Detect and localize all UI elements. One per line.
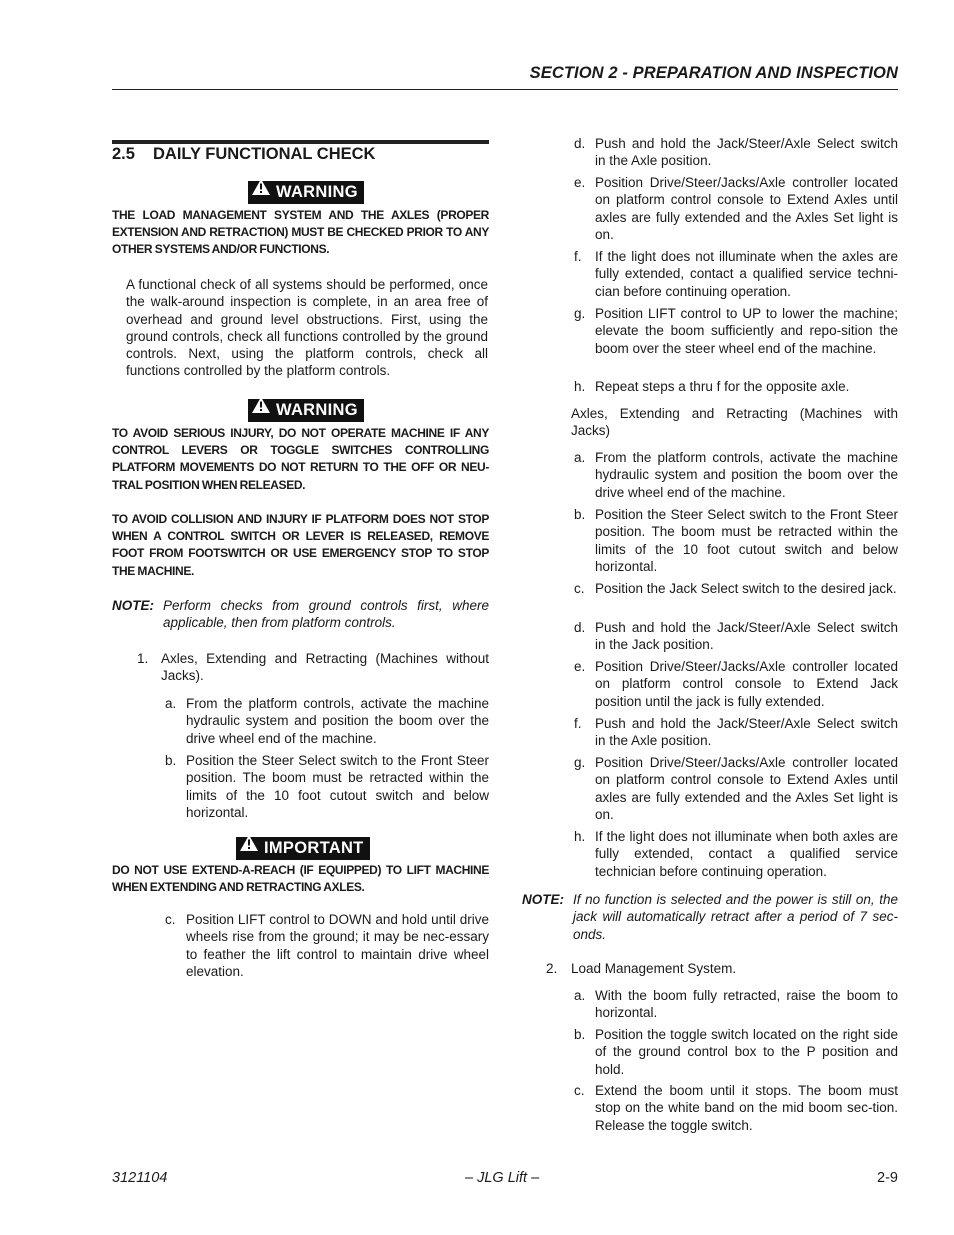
step-number: 2. — [546, 961, 558, 976]
step-1b — [165, 752, 489, 822]
warning-badge — [248, 399, 364, 422]
warning-triangle-icon — [252, 397, 270, 420]
header-divider — [112, 89, 898, 90]
warning-badge-label: WARNING — [276, 401, 358, 419]
sub-step-text: Position LIFT control to UP to lower the machine; elevate the boom sufficiently and repo-sition the boom over the steer wheel end of the machine. — [595, 306, 898, 356]
warning-text-axles: THE LOAD MANAGEMENT SYSTEM AND THE AXLES (PROPER EXTENSION AND RETRACTION) MUST BE CHECKED PRIOR TO ANY OTHER SYSTEMS AND/OR FUNCTIONS. — [112, 208, 489, 257]
sub-step-label: f. — [574, 249, 582, 264]
section-heading — [112, 145, 375, 164]
sub-step-label: c. — [574, 581, 585, 596]
sub-step-text: Position the toggle switch located on the right side of the ground control box to the P position and hold. — [595, 1027, 898, 1077]
footer-brand: – JLG Lift – — [465, 1170, 540, 1186]
intro-paragraph: A functional check of all systems should be performed, once the walk-around inspection is complete, in an area free of overhead and ground level obstructions. First, using the ground controls, check all functions controlled by the ground controls. Next, using the platform controls, check all functions controlled by the platform controls. — [126, 277, 488, 379]
sub-step-text: Position Drive/Steer/Jacks/Axle controller located on platform control console to Extend Jack position until the jack is fully extended. — [595, 659, 898, 709]
section-divider — [112, 140, 489, 144]
important-badge-label: IMPORTANT — [264, 839, 364, 857]
sub-step-text: Position the Jack Select switch to the desired jack. — [595, 581, 897, 596]
sub-step-label: h. — [574, 829, 586, 844]
step-1c — [165, 911, 489, 981]
note-text: Perform checks from ground controls first, where applicable, then from platform controls. — [163, 598, 489, 631]
sub-step-label: b. — [574, 507, 586, 522]
sub-step-label: d. — [574, 136, 586, 151]
sub-step-text: With the boom fully retracted, raise the boom to horizontal. — [595, 988, 898, 1021]
warning-triangle-icon — [252, 179, 270, 202]
sub-step-text: Position the Steer Select switch to the Front Steer position. The boom must be retracted within the limits of the 10 foot cutout switch and below horizontal. — [595, 507, 898, 574]
sub-step-label: d. — [574, 620, 586, 635]
step-text: Axles, Extending and Retracting (Machines without Jacks). — [161, 651, 489, 684]
sub-step-text: If the light does not illuminate when the axles are fully extended, contact a qualified service techni-cian before continuing operation. — [595, 249, 898, 299]
sub-step-label: h. — [574, 379, 586, 394]
sub-step-label: a. — [574, 450, 586, 465]
sub-step-label: e. — [574, 659, 586, 674]
sub-step-text: From the platform controls, activate the machine hydraulic system and position the boom over the drive wheel end of the machine. — [186, 696, 489, 746]
sub-step-text: From the platform controls, activate the machine hydraulic system and position the boom over the drive wheel end of the machine. — [595, 450, 898, 500]
step-number: 1. — [137, 651, 149, 666]
sub-step-text: If the light does not illuminate when both axles are fully extended, contact a qualified service technician before continuing operation. — [595, 829, 898, 879]
footer-document-number: 3121104 — [112, 1170, 168, 1186]
sub-step-text: Position Drive/Steer/Jacks/Axle controller located on platform control console to Extend Axles until axles are fully extended and the Axles Set light is on. — [595, 755, 898, 822]
sub-step-text: Push and hold the Jack/Steer/Axle Select switch in the Axle position. — [595, 716, 898, 749]
warning-triangle-icon — [240, 835, 258, 858]
page-header-title: SECTION 2 - PREPARATION AND INSPECTION — [529, 64, 898, 82]
section-number: 2.5 — [112, 145, 135, 163]
sub-step-label: a. — [574, 988, 586, 1003]
sub-step-label: e. — [574, 175, 586, 190]
sub-step-label: a. — [165, 696, 177, 711]
sub-step-text: Position LIFT control to DOWN and hold until drive wheels rise from the ground; it may be nec-essary to feather the lift control to maintain drive wheel elevation. — [186, 912, 489, 979]
sub-step-label: f. — [574, 716, 582, 731]
sub-step-label: c. — [574, 1083, 585, 1098]
important-badge — [236, 837, 370, 860]
note-label: NOTE: — [112, 598, 154, 613]
sub-step-label: g. — [574, 755, 586, 770]
step-text: Load Management System. — [571, 961, 737, 976]
warning-badge-label: WARNING — [276, 183, 358, 201]
sub-step-text: Repeat steps a thru f for the opposite axle. — [595, 379, 850, 394]
sub-step-label: b. — [574, 1027, 586, 1042]
warning-text-controls: TO AVOID SERIOUS INJURY, DO NOT OPERATE MACHINE IF ANY CONTROL LEVERS OR TOGGLE SWITCHES CONTROLLING PLATFORM MOVEMENTS DO NOT RETURN TO THE OFF OR NEU-TRAL POSITION WHEN RELEASED. — [112, 426, 489, 492]
sub-step-text: Extend the boom until it stops. The boom must stop on the white band on the mid boom sec-tion. Release the toggle switch. — [595, 1083, 898, 1133]
jacks-heading: Axles, Extending and Retracting (Machines with Jacks) — [571, 406, 898, 439]
sub-step-label: c. — [165, 912, 176, 927]
note-text: If no function is selected and the power is still on, the jack will automatically retract after a period of 7 sec-onds. — [573, 892, 898, 942]
step-1 — [137, 650, 489, 686]
warning-badge — [248, 181, 364, 204]
sub-step-label: g. — [574, 306, 586, 321]
section-title: DAILY FUNCTIONAL CHECK — [153, 145, 376, 163]
sub-step-label: b. — [165, 753, 177, 768]
step-1a — [165, 695, 489, 747]
warning-text-collision: TO AVOID COLLISION AND INJURY IF PLATFORM DOES NOT STOP WHEN A CONTROL SWITCH OR LEVER IS RELEASED, REMOVE FOOT FROM FOOTSWITCH OR USE EMERGENCY STOP TO STOP THE MACHINE. — [112, 512, 489, 578]
sub-step-text: Push and hold the Jack/Steer/Axle Select switch in the Jack position. — [595, 620, 898, 653]
note-label: NOTE: — [522, 892, 564, 907]
sub-step-text: Position the Steer Select switch to the Front Steer position. The boom must be retracted within the limits of the 10 foot cutout switch and below horizontal. — [186, 753, 489, 820]
footer-page-number: 2-9 — [877, 1170, 898, 1186]
sub-step-text: Push and hold the Jack/Steer/Axle Select switch in the Axle position. — [595, 136, 898, 169]
important-text: DO NOT USE EXTEND-A-REACH (IF EQUIPPED) TO LIFT MACHINE WHEN EXTENDING AND RETRACTING AXLES. — [112, 863, 489, 895]
sub-step-text: Position Drive/Steer/Jacks/Axle controller located on platform control console to Extend Axles until axles are fully extended and the Axles Set light is on. — [595, 175, 898, 242]
